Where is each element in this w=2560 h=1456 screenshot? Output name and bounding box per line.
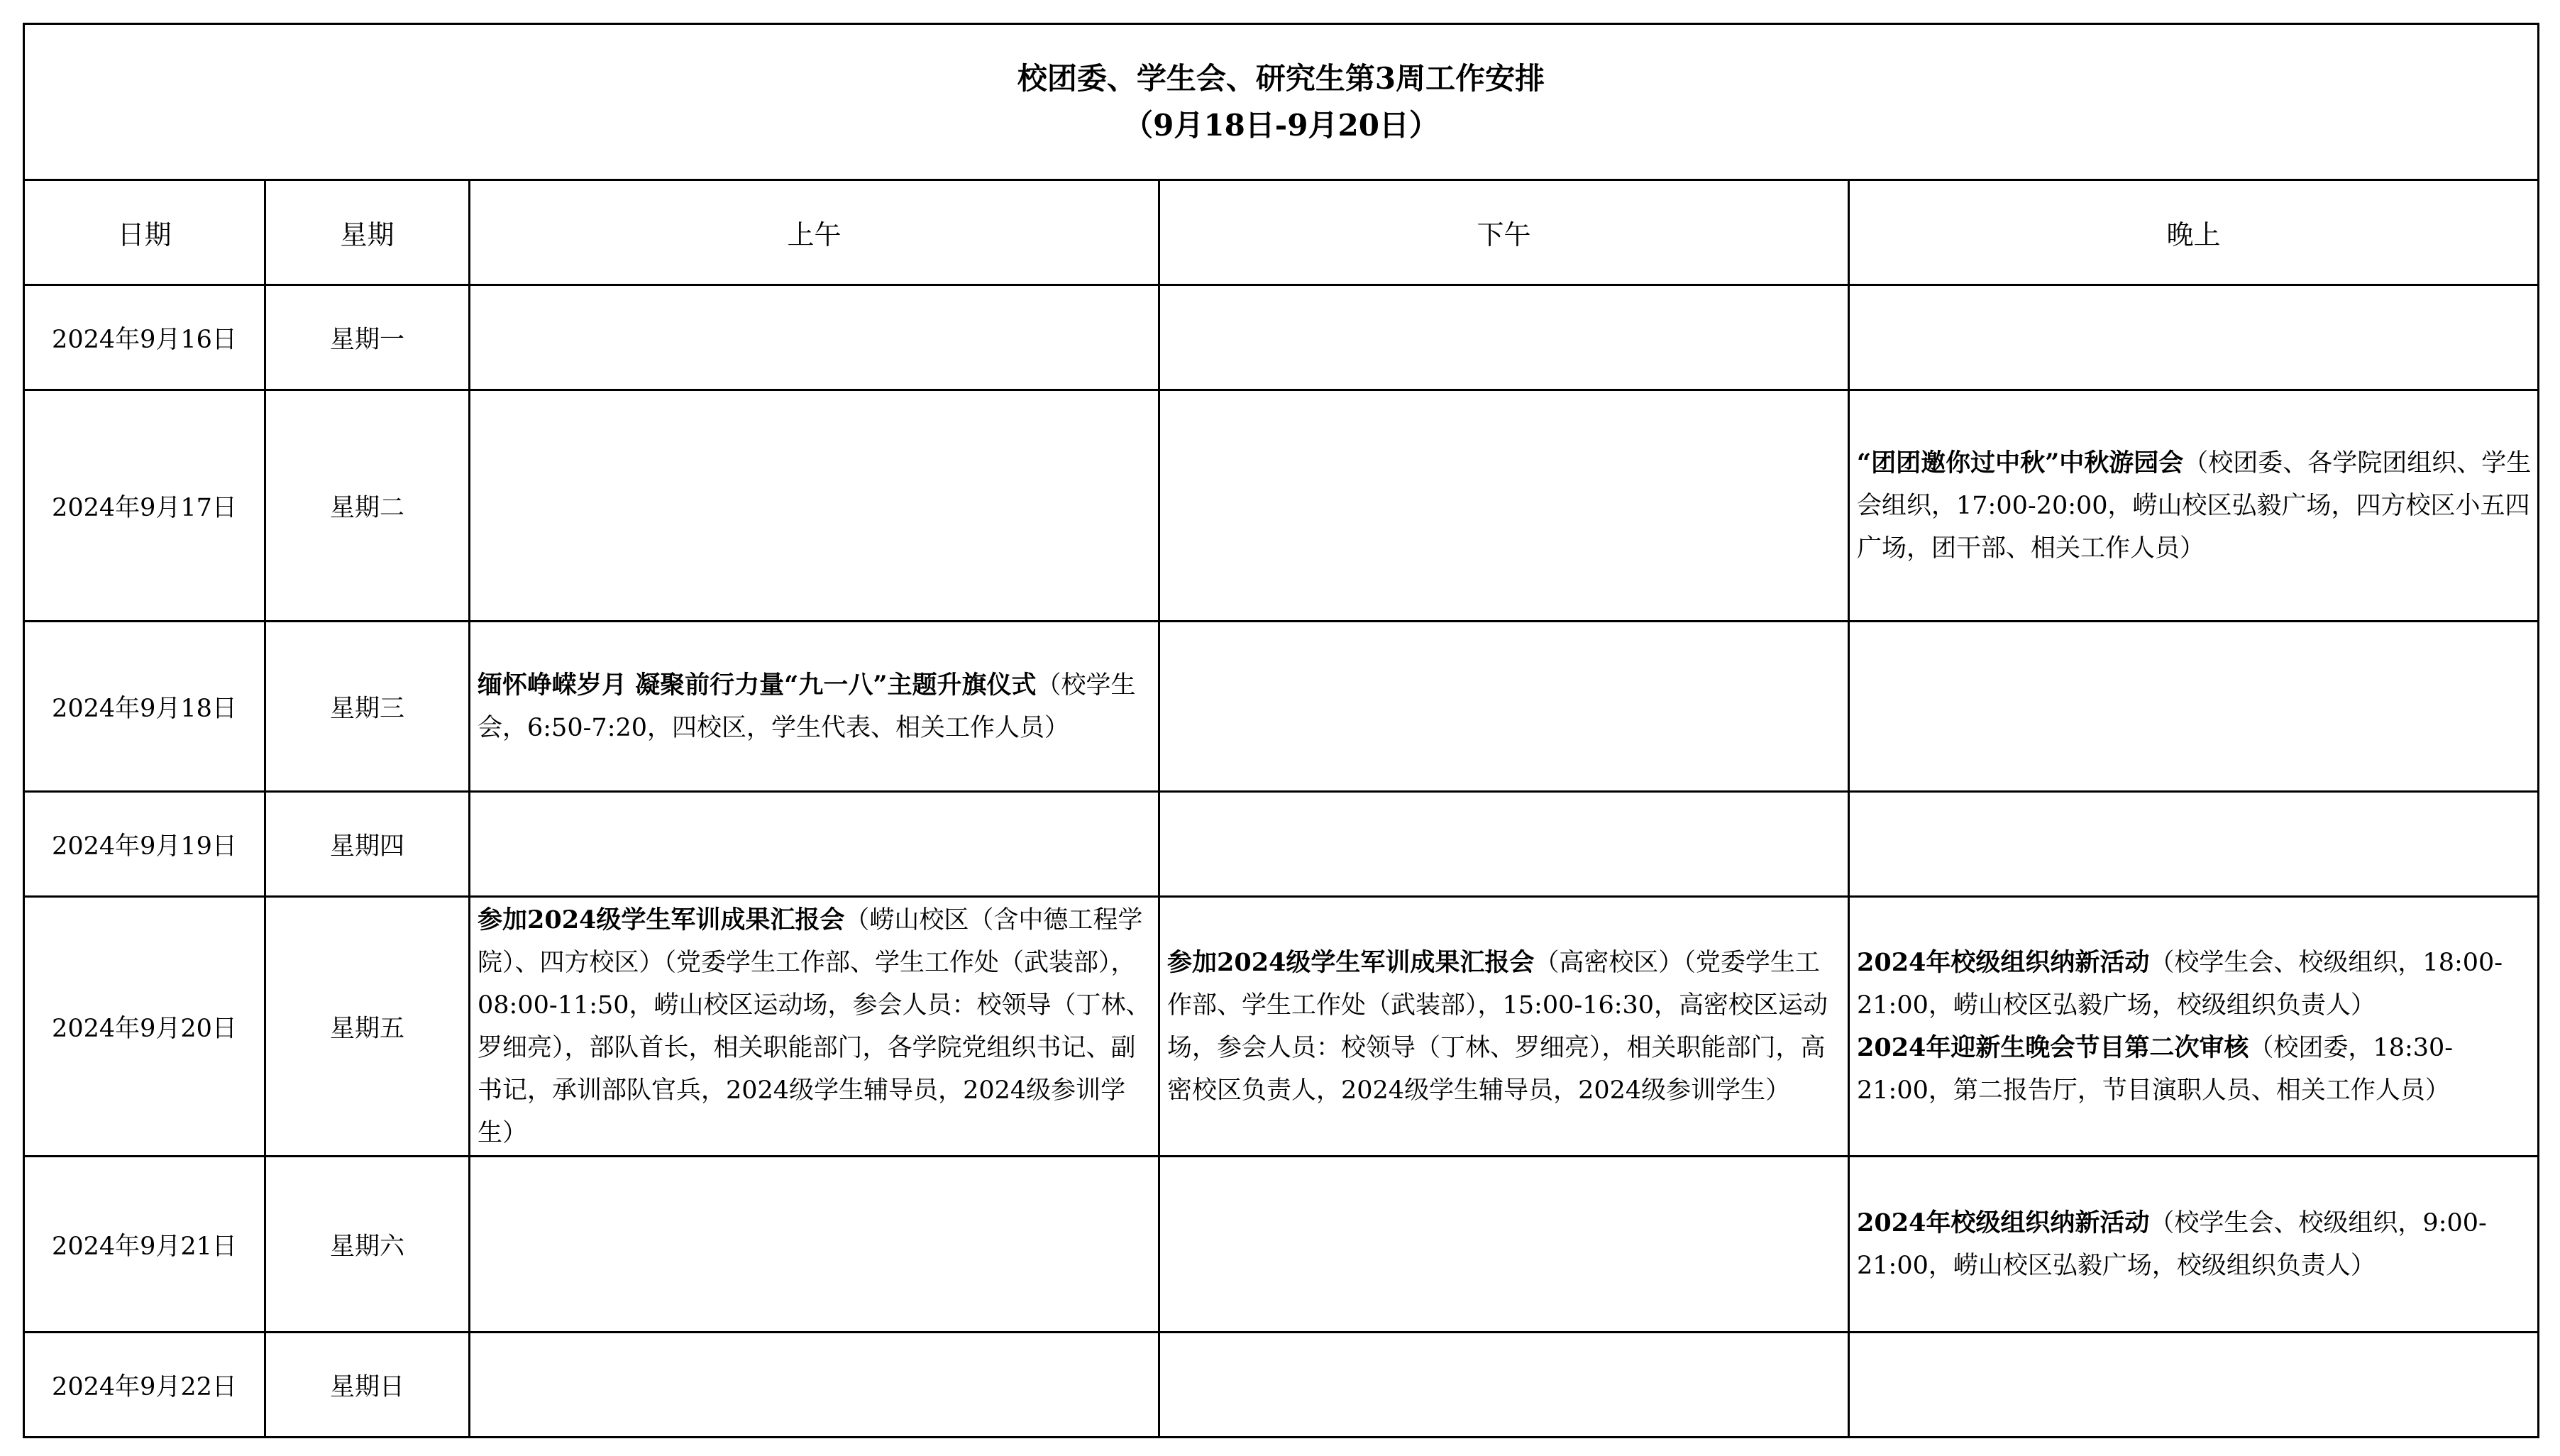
event-detail: （校团委、各学院团组织、学生会组织，17:00-20:00，崂山校区弘毅广场，四方校区小五四广场，团干部、相关工作人员）	[1857, 448, 2532, 563]
table-row	[24, 285, 2539, 390]
event-item	[1857, 942, 2533, 1027]
table-row	[24, 1157, 2539, 1333]
event-name: 2024年校级组织纳新活动	[1857, 947, 2150, 977]
event-name: “团团邀你过中秋”中秋游园会	[1857, 448, 2184, 478]
afternoon-cell	[1159, 622, 1849, 792]
event-name: 2024年迎新生晚会节目第二次审核	[1857, 1032, 2249, 1062]
title-row	[24, 24, 2539, 180]
morning-cell	[470, 390, 1159, 622]
event-item	[478, 899, 1154, 1154]
date-cell: 2024年9月22日	[24, 1333, 265, 1438]
header-morning: 上午	[470, 180, 1159, 285]
page-title: 校团委、学生会、研究生第3周工作安排	[1017, 60, 1545, 96]
weekday-cell: 星期四	[265, 792, 470, 897]
event-name: 参加2024级学生军训成果汇报会	[478, 905, 845, 934]
weekday-cell: 星期日	[265, 1333, 470, 1438]
date-cell: 2024年9月19日	[24, 792, 265, 897]
event-item	[478, 664, 1154, 749]
evening-cell	[1849, 390, 2539, 622]
weekday-cell: 星期一	[265, 285, 470, 390]
event-name: 2024年校级组织纳新活动	[1857, 1208, 2150, 1237]
morning-cell	[470, 1333, 1159, 1438]
morning-cell	[470, 897, 1159, 1157]
event-detail: （校学生会、校级组织，9:00-21:00，崂山校区弘毅广场，校级组织负责人）	[1857, 1208, 2487, 1280]
title-cell	[24, 24, 2539, 180]
evening-cell	[1849, 792, 2539, 897]
afternoon-cell	[1159, 792, 1849, 897]
event-item	[1167, 942, 1843, 1112]
afternoon-cell	[1159, 285, 1849, 390]
date-cell: 2024年9月17日	[24, 390, 265, 622]
afternoon-cell	[1159, 897, 1849, 1157]
table-row	[24, 897, 2539, 1157]
header-weekday: 星期	[265, 180, 470, 285]
table-row	[24, 792, 2539, 897]
event-item	[1857, 1202, 2533, 1287]
evening-cell	[1849, 897, 2539, 1157]
date-cell: 2024年9月16日	[24, 285, 265, 390]
header-row	[24, 180, 2539, 285]
date-cell: 2024年9月20日	[24, 897, 265, 1157]
event-detail: （崂山校区（含中德工程学院）、四方校区）（党委学生工作部、学生工作处（武装部），08:00-11:50，崂山校区运动场，参会人员：校领导（丁林、罗细亮），部队首长，相关职能部门，各学院党组织书记、副书记，承训部队官兵，2024级学生辅导员，2024级参训学生）	[478, 905, 1151, 1147]
schedule-table	[23, 23, 2539, 1438]
event-name: 缅怀峥嵘岁月 凝聚前行力量“九一八”主题升旗仪式	[478, 670, 1037, 700]
morning-cell	[470, 285, 1159, 390]
event-detail: （高密校区）（党委学生工作部、学生工作处（武装部），15:00-16:30，高密校区运动场，参会人员：校领导（丁林、罗细亮），相关职能部门，高密校区负责人，2024级学生辅导员，2024级参训学生）	[1167, 948, 1828, 1105]
afternoon-cell	[1159, 390, 1849, 622]
afternoon-cell	[1159, 1333, 1849, 1438]
evening-cell	[1849, 285, 2539, 390]
weekday-cell: 星期三	[265, 622, 470, 792]
header-afternoon: 下午	[1159, 180, 1849, 285]
morning-cell	[470, 1157, 1159, 1333]
date-cell: 2024年9月18日	[24, 622, 265, 792]
weekday-cell: 星期六	[265, 1157, 470, 1333]
date-cell: 2024年9月21日	[24, 1157, 265, 1333]
event-detail: （校学生会，6:50-7:20，四校区，学生代表、相关工作人员）	[478, 671, 1136, 742]
evening-cell	[1849, 622, 2539, 792]
morning-cell	[470, 792, 1159, 897]
header-evening: 晚上	[1849, 180, 2539, 285]
event-item	[1857, 1027, 2533, 1112]
header-date: 日期	[24, 180, 265, 285]
page-subtitle: （9月18日-9月20日）	[1123, 107, 1439, 143]
event-detail: （校团委，18:30-21:00，第二报告厅，节目演职人员、相关工作人员）	[1857, 1033, 2454, 1105]
event-name: 参加2024级学生军训成果汇报会	[1167, 947, 1535, 977]
evening-cell	[1849, 1333, 2539, 1438]
weekday-cell: 星期五	[265, 897, 470, 1157]
table-row	[24, 622, 2539, 792]
weekday-cell: 星期二	[265, 390, 470, 622]
evening-cell	[1849, 1157, 2539, 1333]
table-row	[24, 390, 2539, 622]
morning-cell	[470, 622, 1159, 792]
event-detail: （校学生会、校级组织，18:00-21:00，崂山校区弘毅广场，校级组织负责人）	[1857, 948, 2503, 1020]
afternoon-cell	[1159, 1157, 1849, 1333]
table-row	[24, 1333, 2539, 1438]
event-item	[1857, 442, 2533, 570]
